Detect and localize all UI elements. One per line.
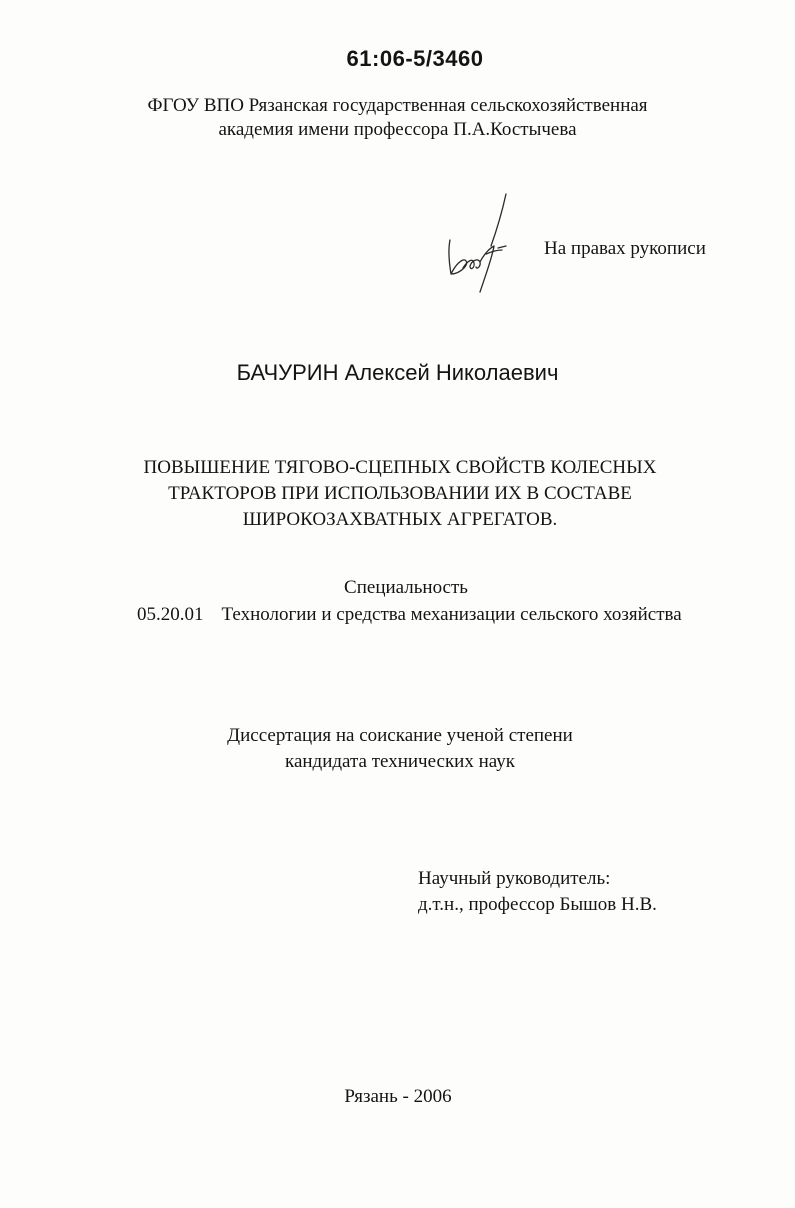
specialty-heading: Специальность (344, 577, 468, 598)
signature-icon (436, 188, 516, 300)
dissertation-title (0, 455, 795, 533)
city-year: Рязань - 2006 (344, 1086, 452, 1107)
specialty-line (137, 604, 682, 626)
title-line-2: ТРАКТОРОВ ПРИ ИСПОЛЬЗОВАНИИ ИХ В СОСТАВЕ (168, 483, 632, 504)
supervisor-label: Научный руководитель: (418, 868, 611, 889)
institution-line-2: академия имени профессора П.А.Костычева (218, 119, 577, 140)
author-name: БАЧУРИН Алексей Николаевич (236, 360, 559, 385)
supervisor-name: д.т.н., профессор Бышов Н.В. (418, 894, 657, 915)
title-line-3: ШИРОКОЗАХВАТНЫХ АГРЕГАТОВ. (242, 509, 558, 530)
specialty-name: Технологии и средства механизации сельского хозяйства (221, 604, 682, 625)
catalog-number: 61:06-5/3460 (346, 46, 484, 71)
rights-note: На правах рукописи (544, 238, 706, 259)
specialty-code: 05.20.01 (137, 604, 204, 625)
supervisor-block (418, 866, 657, 918)
institution-name (0, 94, 795, 142)
degree-statement (0, 723, 795, 775)
degree-line-1: Диссертация на соискание ученой степени (227, 725, 573, 746)
degree-line-2: кандидата технических наук (285, 751, 515, 772)
institution-line-1: ФГОУ ВПО Рязанская государственная сельскохозяйственная (147, 95, 648, 116)
title-line-1: ПОВЫШЕНИЕ ТЯГОВО-СЦЕПНЫХ СВОЙСТВ КОЛЕСНЫХ (143, 457, 657, 478)
